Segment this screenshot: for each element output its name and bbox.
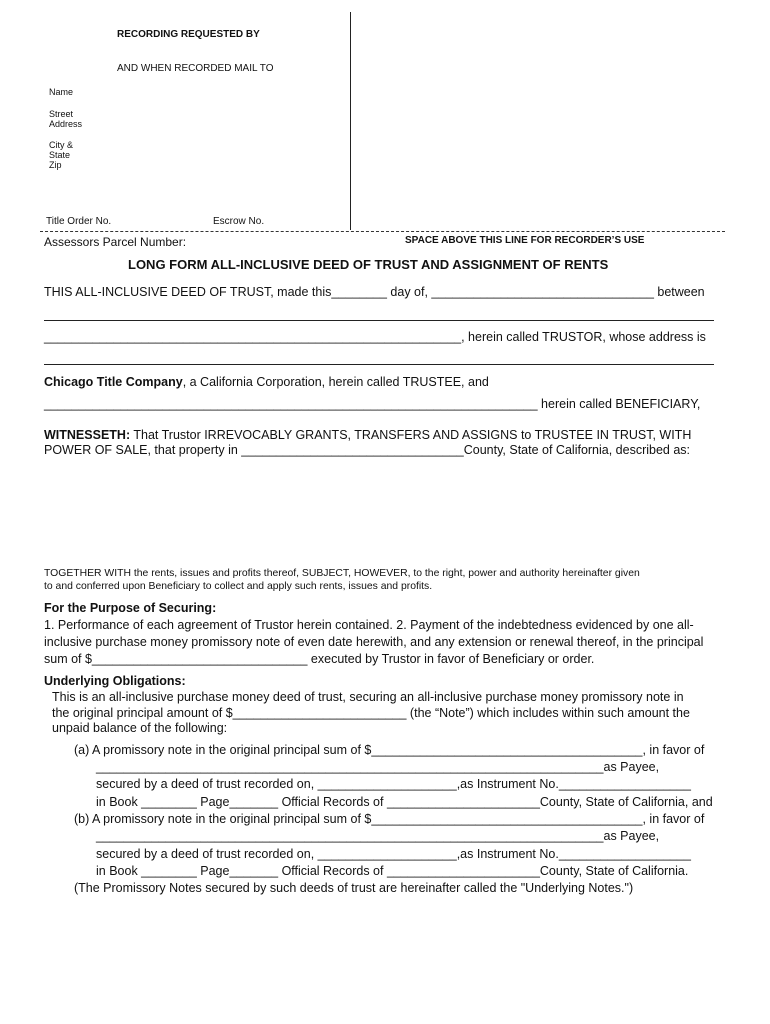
purpose-heading: For the Purpose of Securing: bbox=[44, 601, 217, 615]
trustee-line bbox=[44, 375, 489, 389]
purpose-line-1: 1. Performance of each agreement of Trustor herein contained. 2. Payment of the indebtedness evidenced by one all- bbox=[44, 618, 694, 632]
trustee-name: Chicago Title Company bbox=[44, 375, 183, 389]
city-label: City & bbox=[49, 140, 74, 150]
intro-line: THIS ALL-INCLUSIVE DEED OF TRUST, made this________ day of, ________________________________ between bbox=[44, 285, 705, 299]
together-line-1: TOGETHER WITH the rents, issues and profits thereof, SUBJECT, HOWEVER, to the right, power and authority hereinafter given bbox=[44, 568, 640, 579]
blank-line bbox=[44, 364, 714, 365]
mail-to-label: AND WHEN RECORDED MAIL TO bbox=[117, 63, 274, 74]
escrow-label: Escrow No. bbox=[213, 216, 265, 227]
together-line-2: to and conferred upon Beneficiary to collect and apply such rents, issues and profits. bbox=[44, 581, 433, 592]
recorder-divider-vertical bbox=[350, 12, 351, 230]
zip-label: Zip bbox=[49, 160, 62, 170]
note-a-line-2: _________________________________________________________________________as Payee, bbox=[96, 760, 660, 774]
note-a-line-4: in Book ________ Page_______ Official Records of ______________________County, State of California, and bbox=[96, 795, 713, 809]
beneficiary-line: _______________________________________________________________________ herein called BENEFICIARY, bbox=[44, 397, 701, 411]
underlying-line-2: the original principal amount of $_________________________ (the “Note”) which includes within such amount the bbox=[52, 706, 690, 720]
note-a-line-3: secured by a deed of trust recorded on, ____________________,as Instrument No.___________________ bbox=[96, 777, 691, 791]
note-b-line-3: secured by a deed of trust recorded on, ____________________,as Instrument No.___________________ bbox=[96, 847, 691, 861]
purpose-line-2: inclusive purchase money promissory note of even date herewith, and any extension or renewal thereof, in the principal bbox=[44, 635, 704, 649]
underlying-heading: Underlying Obligations: bbox=[44, 674, 186, 688]
trustor-line: ____________________________________________________________, herein called TRUSTOR, whose address is bbox=[44, 330, 706, 344]
street-label: Street bbox=[49, 109, 74, 119]
witnesseth-line-1 bbox=[44, 428, 691, 442]
recording-requested-by: RECORDING REQUESTED BY bbox=[117, 29, 260, 40]
purpose-line-3: sum of $_______________________________ executed by Trustor in favor of Beneficiary or order. bbox=[44, 652, 595, 666]
blank-line bbox=[44, 320, 714, 321]
note-a-line-1: (a) A promissory note in the original principal sum of $_______________________________________, in favor of bbox=[74, 743, 705, 757]
underlying-line-3: unpaid balance of the following: bbox=[52, 721, 228, 735]
trustee-rest: , a California Corporation, herein called TRUSTEE, and bbox=[182, 375, 489, 389]
space-above-label: SPACE ABOVE THIS LINE FOR RECORDER’S USE bbox=[405, 235, 645, 246]
state-label: State bbox=[49, 150, 71, 160]
underlying-line-1: This is an all-inclusive purchase money deed of trust, securing an all-inclusive purchase money promissory note in bbox=[52, 690, 684, 704]
document-title: LONG FORM ALL-INCLUSIVE DEED OF TRUST AND ASSIGNMENT OF RENTS bbox=[128, 257, 609, 272]
recorder-divider-horizontal bbox=[40, 231, 725, 232]
note-b-line-2: _________________________________________________________________________as Payee, bbox=[96, 829, 660, 843]
name-label: Name bbox=[49, 87, 74, 97]
witnesseth-line-2: POWER OF SALE, that property in ________________________________County, State of California, described as: bbox=[44, 443, 691, 457]
note-b-line-1: (b) A promissory note in the original principal sum of $_______________________________________, in favor of bbox=[74, 812, 705, 826]
address-label: Address bbox=[49, 119, 83, 129]
closing-line: (The Promissory Notes secured by such deeds of trust are hereinafter called the "Underlying Notes.") bbox=[74, 881, 634, 895]
witnesseth-text: That Trustor IRREVOCABLY GRANTS, TRANSFERS AND ASSIGNS to TRUSTEE IN TRUST, WITH bbox=[130, 428, 692, 442]
witnesseth-label: WITNESSETH: bbox=[44, 428, 131, 442]
apn-label: Assessors Parcel Number: bbox=[44, 235, 187, 249]
title-order-label: Title Order No. bbox=[46, 216, 112, 227]
note-b-line-4: in Book ________ Page_______ Official Records of ______________________County, State of California. bbox=[96, 864, 689, 878]
